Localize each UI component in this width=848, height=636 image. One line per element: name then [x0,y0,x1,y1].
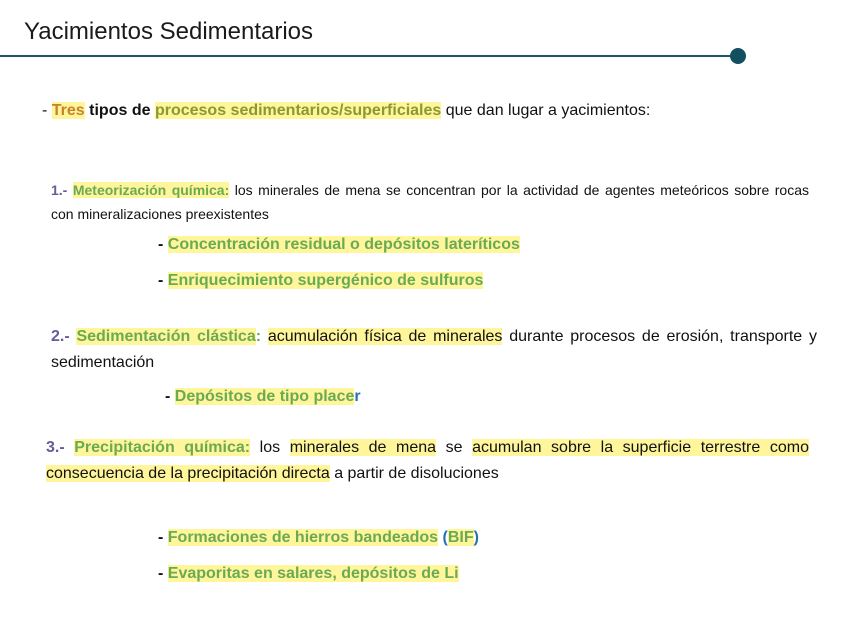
intro-dash: - [42,102,48,119]
section-2-item-1-tail: r [354,388,361,405]
bullet-dash: - [158,529,164,546]
section-2-heading: Sedimentación clástica [76,328,256,345]
title-divider [0,55,738,57]
section-3-number: 3.- [46,439,65,456]
section-1-item-1-text: Concentración residual o depósitos lateríticos [167,236,520,253]
intro-word-tipos: tipos de [89,102,151,119]
section-1-item-1 [158,236,520,254]
section-2-paragraph [51,324,817,376]
section-3-highlight-2: acumulan sobre la superficie terrestre como consecuencia de la precipitación directa [46,439,809,482]
section-3-text-1: los [259,439,281,456]
section-1-item-2 [158,272,483,290]
section-2-colon: : [255,328,262,345]
intro-processes: procesos sedimentarios/superficiales [154,102,442,119]
section-2-item-1-text: Depósitos de tipo place [174,388,355,405]
section-1-paragraph [51,178,809,226]
section-3-paragraph [46,435,809,487]
section-2-item-1 [165,388,361,406]
section-3-text-2: se [445,439,463,456]
intro-line [42,102,650,120]
section-2-text: durante procesos de erosión, transporte y sedimentación [51,328,817,371]
section-1-heading: Meteorización química: [72,182,230,198]
section-3-item-2 [158,565,459,583]
section-3-item-1-text: Formaciones de hierros bandeados [167,529,439,546]
slide-title: Yacimientos Sedimentarios [24,18,314,45]
section-1-text: los minerales de mena se concentran por la actividad de agentes meteóricos sobre rocas con mineralizaciones preexistentes [51,182,809,222]
section-3-item-1 [158,529,479,547]
section-3-text-3: a partir de disoluciones [334,465,499,482]
section-2-number: 2.- [51,328,70,345]
intro-word-tres: Tres [51,102,85,119]
section-1-item-2-text: Enriquecimiento supergénico de sulfuros [167,272,484,289]
bullet-dash: - [158,272,164,289]
bullet-dash: - [158,236,164,253]
section-2-highlight: acumulación física de minerales [267,328,503,345]
intro-rest: que dan lugar a yacimientos: [445,102,651,119]
bullet-dash: - [165,388,171,405]
bullet-dash: - [158,565,164,582]
section-3-item-1-paren-open: ( [442,529,448,546]
section-3-item-1-paren-close: ) [473,529,479,546]
title-divider-dot [730,48,746,64]
section-3-heading: Precipitación química: [74,439,251,456]
section-3-item-2-text: Evaporitas en salares, depósitos de Li [167,565,459,582]
section-3-highlight-1: minerales de mena [289,439,437,456]
section-3-item-1-abbr: BIF [447,529,474,546]
section-1-number: 1.- [51,182,68,198]
